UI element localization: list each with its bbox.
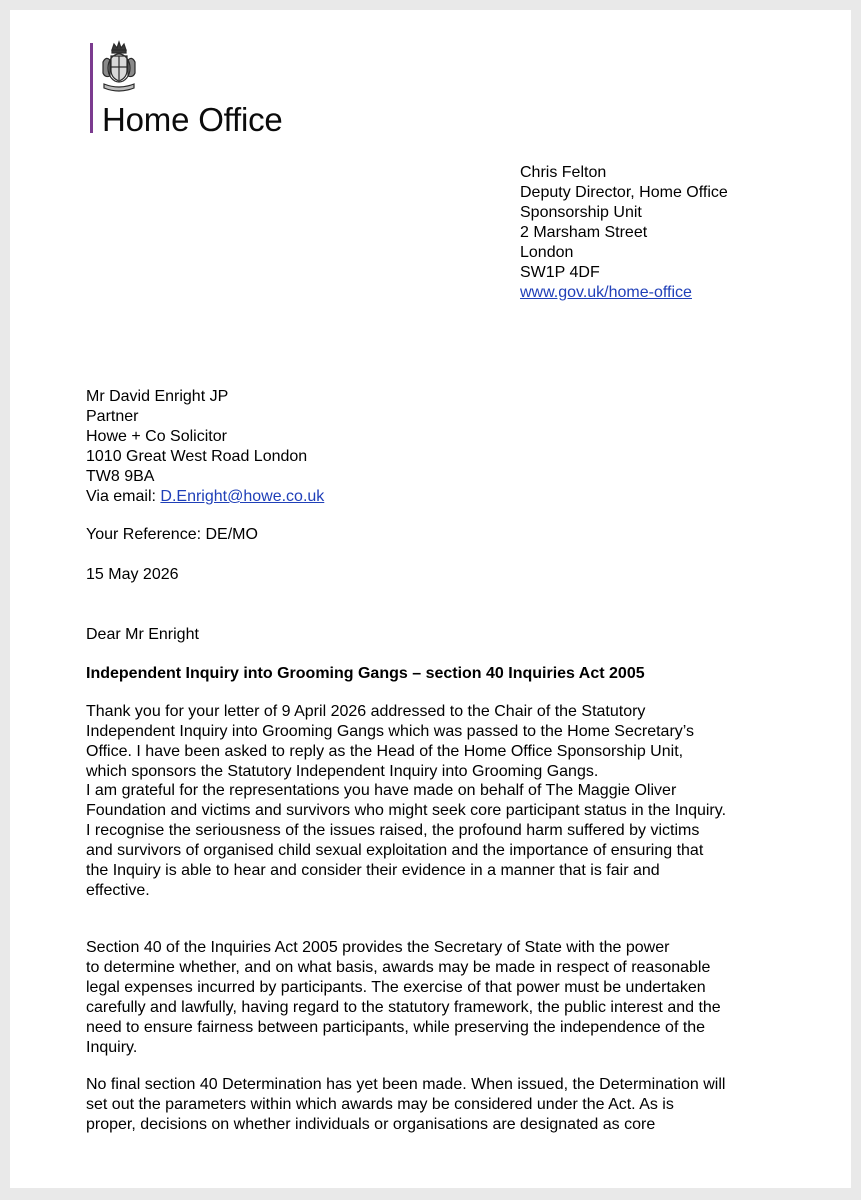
sender-city: London: [520, 244, 574, 261]
recipient-role: Partner: [86, 408, 139, 425]
recipient-name: Mr David Enright JP: [86, 388, 229, 405]
body-paragraph-2: [86, 781, 726, 901]
paragraph-line: the Inquiry is able to hear and consider their evidence in a manner that is fair and: [86, 862, 660, 879]
body-paragraph-3: [86, 938, 721, 1058]
recipient-firm: Howe + Co Solicitor: [86, 428, 227, 445]
salutation: Dear Mr Enright: [86, 626, 199, 643]
paragraph-line: to determine whether, and on what basis, awards may be made in respect of reasonable: [86, 959, 711, 976]
paragraph-line: effective.: [86, 882, 150, 899]
email-label: Via email:: [86, 488, 161, 505]
paragraph-line: Section 40 of the Inquiries Act 2005 provides the Secretary of State with the power: [86, 939, 670, 956]
sender-address-block: [520, 163, 728, 303]
recipient-address-block: [86, 387, 324, 507]
paragraph-line: Office. I have been asked to reply as the Head of the Home Office Sponsorship Unit,: [86, 743, 684, 760]
paragraph-line: Inquiry.: [86, 1039, 138, 1056]
paragraph-line: No final section 40 Determination has yet been made. When issued, the Determination will: [86, 1076, 726, 1093]
body-paragraph-1: [86, 702, 694, 782]
recipient-email-line: [86, 487, 324, 507]
sender-unit: Sponsorship Unit: [520, 204, 642, 221]
paragraph-line: need to ensure fairness between participants, while preserving the independence of the: [86, 1019, 706, 1036]
body-paragraph-4: [86, 1075, 725, 1135]
recipient-postcode: TW8 9BA: [86, 468, 155, 485]
sender-website-link[interactable]: www.gov.uk/home-office: [520, 284, 692, 301]
paragraph-line: set out the parameters within which awards may be considered under the Act. As is: [86, 1096, 674, 1113]
letter-subject: Independent Inquiry into Grooming Gangs – section 40 Inquiries Act 2005: [86, 665, 645, 682]
reference-line: Your Reference: DE/MO: [86, 526, 258, 543]
royal-coat-of-arms-icon: [98, 40, 140, 94]
paragraph-line: I am grateful for the representations you have made on behalf of The Maggie Oliver: [86, 782, 677, 799]
sender-title: Deputy Director, Home Office: [520, 184, 728, 201]
letter-page: [10, 10, 851, 1188]
paragraph-line: legal expenses incurred by participants. The exercise of that power must be undertaken: [86, 979, 706, 996]
recipient-email-link[interactable]: D.Enright@howe.co.uk: [160, 488, 325, 505]
sender-postcode: SW1P 4DF: [520, 264, 600, 281]
organisation-name: Home Office: [102, 101, 283, 138]
paragraph-line: and survivors of organised child sexual exploitation and the importance of ensuring that: [86, 842, 704, 859]
letter-date: 15 May 2026: [86, 566, 179, 583]
paragraph-line: carefully and lawfully, having regard to the statutory framework, the public interest and the: [86, 999, 721, 1016]
sender-name: Chris Felton: [520, 164, 607, 181]
paragraph-line: Independent Inquiry into Grooming Gangs which was passed to the Home Secretary’s: [86, 723, 695, 740]
recipient-street: 1010 Great West Road London: [86, 448, 308, 465]
paragraph-line: Foundation and victims and survivors who might seek core participant status in the Inquiry.: [86, 802, 727, 819]
sender-street: 2 Marsham Street: [520, 224, 648, 241]
paragraph-line: Thank you for your letter of 9 April 2026 addressed to the Chair of the Statutory: [86, 703, 646, 720]
brand-accent-bar: [90, 43, 93, 133]
paragraph-line: which sponsors the Statutory Independent Inquiry into Grooming Gangs.: [86, 763, 599, 780]
paragraph-line: I recognise the seriousness of the issues raised, the profound harm suffered by victims: [86, 822, 700, 839]
paragraph-line: proper, decisions on whether individuals or organisations are designated as core: [86, 1116, 656, 1133]
